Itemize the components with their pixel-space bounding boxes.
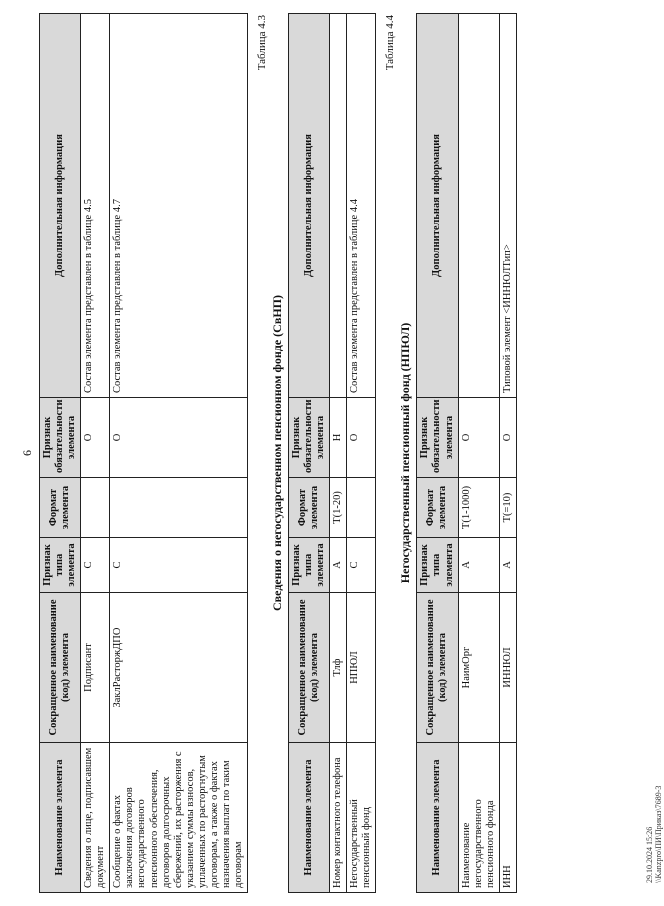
- column-header: Сокращенное наименование (код) элемента: [417, 593, 458, 743]
- table-cell: Наименование негосударственного пенсионного фонда: [458, 743, 499, 893]
- table-cell: О: [81, 398, 110, 478]
- table-cell: Типовой элемент <ИННЮЛТип>: [499, 14, 516, 398]
- table-row: [330, 14, 347, 893]
- column-header: Признак типа элемента: [289, 538, 330, 593]
- column-header: Наименование элемента: [40, 743, 81, 893]
- table-cell: О: [347, 398, 376, 478]
- table-cell: T(=10): [499, 478, 516, 538]
- table-cell: О: [499, 398, 516, 478]
- table-2-header: [289, 14, 330, 893]
- column-header: Дополнительная информация: [289, 14, 330, 398]
- table-4-3-title: Сведения о негосударственном пенсионном фонде (СвНП): [270, 295, 284, 611]
- table-row: [458, 14, 499, 893]
- table-cell: С: [110, 538, 248, 593]
- table-2: [288, 13, 376, 893]
- table-cell: Номер контактного телефона: [330, 743, 347, 893]
- table-1-header: [40, 14, 81, 893]
- column-header: Признак обязательности элемента: [289, 398, 330, 478]
- table-row: [110, 14, 248, 893]
- table-cell: Н: [330, 398, 347, 478]
- table-cell: Состав элемента представлен в таблице 4.7: [110, 14, 248, 398]
- table-cell: [458, 14, 499, 398]
- table-cell: T(1-1000): [458, 478, 499, 538]
- table-cell: НаимОрг: [458, 593, 499, 743]
- table-cell: Тлф: [330, 593, 347, 743]
- table-3-header: [417, 14, 458, 893]
- column-header: Признак обязательности элемента: [417, 398, 458, 478]
- table-cell: ИНН: [499, 743, 516, 893]
- footer-path: \\Kanzpro\ПИ\Приказ\7689-3: [654, 785, 664, 883]
- table-cell: Сведения о лице, подписавшем документ: [81, 743, 110, 893]
- table-4-4-caption: Таблица 4.4: [384, 15, 397, 71]
- column-header: Сокращенное наименование (код) элемента: [40, 593, 81, 743]
- table-cell: А: [330, 538, 347, 593]
- column-header: Формат элемента: [289, 478, 330, 538]
- column-header: Признак обязательности элемента: [40, 398, 81, 478]
- print-footer: [645, 786, 664, 883]
- table-cell: [330, 14, 347, 398]
- table-cell: Негосударственный пенсионный фонд: [347, 743, 376, 893]
- table-cell: ИННЮЛ: [499, 593, 516, 743]
- column-header: Формат элемента: [417, 478, 458, 538]
- column-header: Дополнительная информация: [40, 14, 81, 398]
- table-2-body: [330, 14, 376, 893]
- rotated-content: [20, 13, 664, 893]
- table-cell: Подписант: [81, 593, 110, 743]
- table-cell: [347, 478, 376, 538]
- page-number: 6: [20, 450, 34, 456]
- column-header: Наименование элемента: [289, 743, 330, 893]
- column-header: Формат элемента: [40, 478, 81, 538]
- table-4-3-caption: Таблица 4.3: [256, 15, 268, 71]
- table-cell: Состав элемента представлен в таблице 4.4: [347, 14, 376, 398]
- table-row: [499, 14, 516, 893]
- table-cell: С: [347, 538, 376, 593]
- table-cell: Сообщение о фактах заключения договоров негосударственного пенсионного обеспечения, договоров долгосрочных сбережений, их расторжения с указанием суммы взносов, уплаченных по расторгнутым договорам, а также о фактах назначения выплат по таким договорам: [110, 743, 248, 893]
- table-1: [39, 13, 248, 893]
- table-cell: О: [458, 398, 499, 478]
- column-header: Признак типа элемента: [417, 538, 458, 593]
- table-cell: С: [81, 538, 110, 593]
- table-row: [81, 14, 110, 893]
- footer-timestamp: 29.10.2024 15:26: [644, 826, 654, 883]
- table-cell: T(1-20): [330, 478, 347, 538]
- table-row: [347, 14, 376, 893]
- column-header: Сокращенное наименование (код) элемента: [289, 593, 330, 743]
- table-cell: [81, 478, 110, 538]
- table-cell: А: [458, 538, 499, 593]
- table-3-body: [458, 14, 516, 893]
- table-4-4-title: Негосударственный пенсионный фонд (НПЮЛ): [398, 322, 413, 584]
- column-header: Дополнительная информация: [417, 14, 458, 398]
- table-cell: [110, 478, 248, 538]
- table-cell: ЗаклРасторжДПО: [110, 593, 248, 743]
- column-header: Наименование элемента: [417, 743, 458, 893]
- table-cell: О: [110, 398, 248, 478]
- column-header: Признак типа элемента: [40, 538, 81, 593]
- table-cell: НПЮЛ: [347, 593, 376, 743]
- table-cell: А: [499, 538, 516, 593]
- table-1-body: [81, 14, 248, 893]
- table-3: [416, 13, 516, 893]
- table-cell: Состав элемента представлен в таблице 4.5: [81, 14, 110, 398]
